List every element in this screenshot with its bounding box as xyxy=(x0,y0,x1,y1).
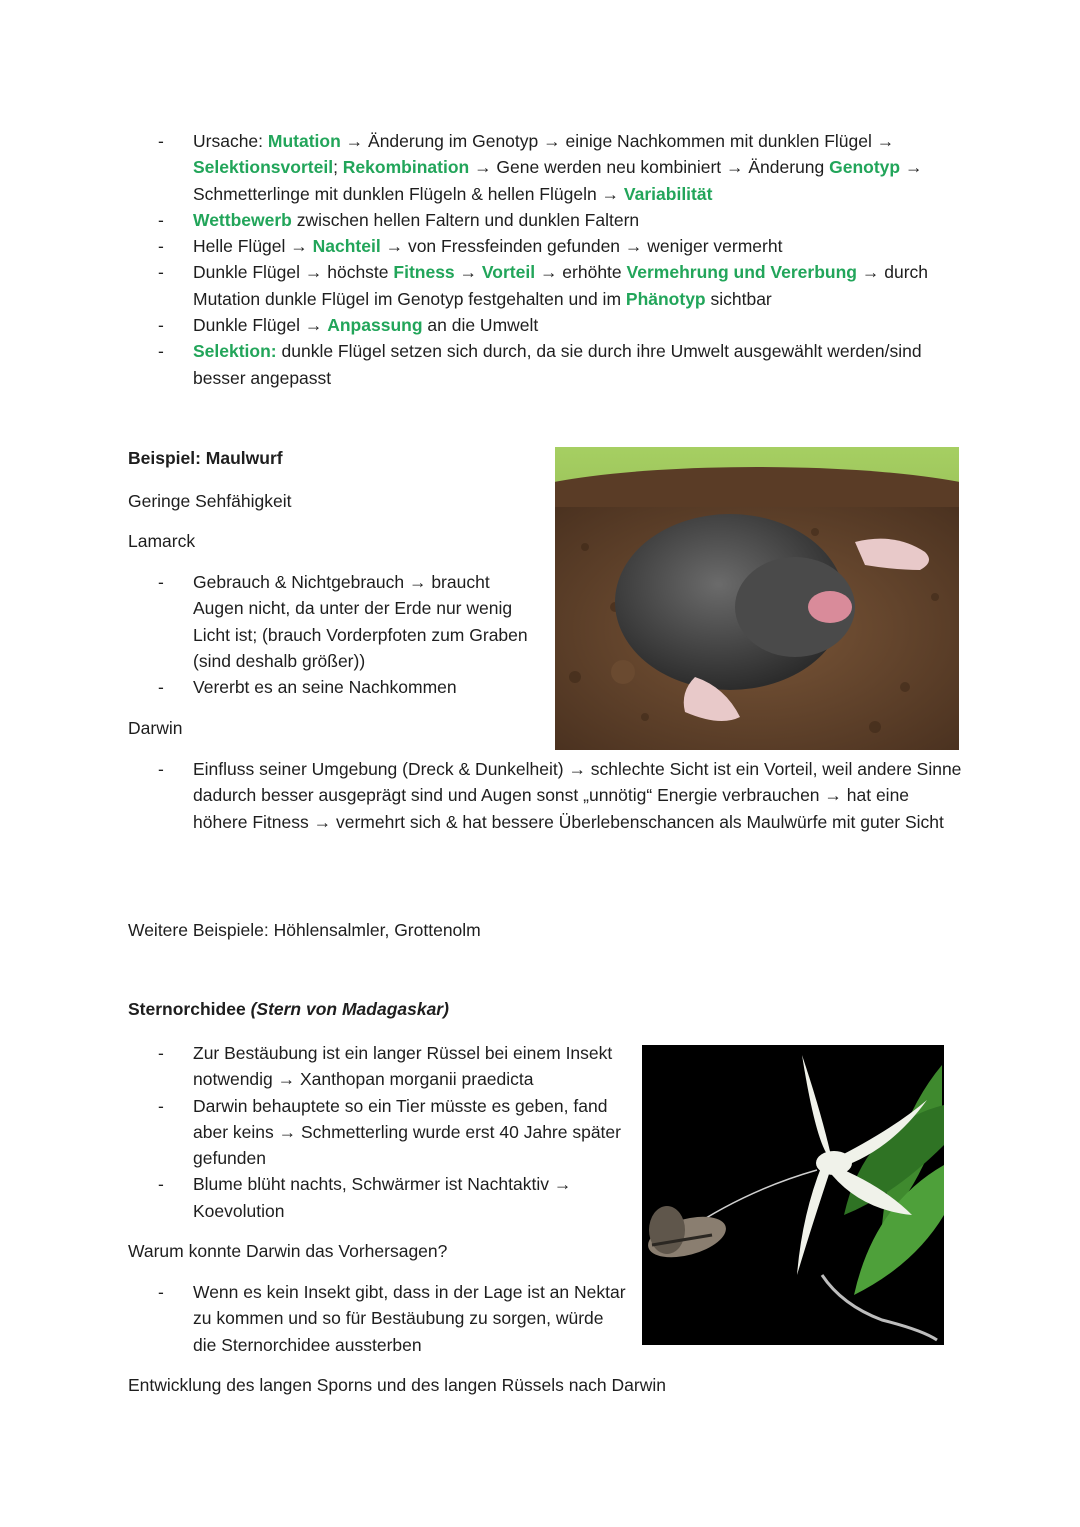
orchid-heading xyxy=(128,999,449,1020)
highlight-term: Rekombination xyxy=(342,157,470,178)
text-span: → xyxy=(454,262,482,283)
orchid-heading-bold: Sternorchidee xyxy=(128,999,246,1019)
text-span: Dunkle Flügel → xyxy=(193,315,328,336)
text-span: zwischen hellen Faltern und dunklen Faltern xyxy=(291,209,640,230)
text-span: an die Umwelt xyxy=(422,315,539,336)
orchid-with-hawkmoth-photo xyxy=(642,1045,944,1345)
highlight-term: Genotyp xyxy=(829,157,901,178)
highlight-term: Variabilität xyxy=(623,183,713,204)
mole-trait: Geringe Sehfähigkeit xyxy=(128,491,292,511)
mole-heading: Beispiel: Maulwurf xyxy=(128,448,283,468)
text-span: Ursache: xyxy=(193,131,268,151)
orchid-bullet-list xyxy=(128,1040,628,1224)
list-item: - Einfluss seiner Umgebung (Dreck & Dunkelheit) → schlechte Sicht ist ein Vorteil, weil andere Sinne dadurch besser ausgeprägt sind und Augen sonst „unnötig“ Energie verbrauchen → hat eine höhere Fitness → vermehrt sich & hat bessere Überlebenschancen als Maulwürfe mit guter Sicht xyxy=(128,756,963,835)
highlight-term: Wettbewerb xyxy=(193,209,292,230)
list-item: - Gebrauch & Nichtgebrauch → braucht Augen nicht, da unter der Erde nur wenig Licht ist; (brauch Vorderpfoten zum Graben (sind deshalb größer)) xyxy=(128,569,538,674)
list-item: - Darwin behauptete so ein Tier müsste es geben, fand aber keins → Schmetterling wurde erst 40 Jahre später gefunden xyxy=(128,1093,628,1172)
list-item xyxy=(128,259,958,312)
text-span: ; xyxy=(333,157,343,178)
highlight-term: Vorteil xyxy=(481,262,536,283)
list-item: - Zur Bestäubung ist ein langer Rüssel bei einem Insekt notwendig → Xanthopan morganii praedicta xyxy=(128,1040,628,1093)
orchid-footer: Entwicklung des langen Sporns und des langen Rüssels nach Darwin xyxy=(128,1375,666,1395)
text-span: → erhöhte xyxy=(535,262,627,283)
list-item xyxy=(128,128,958,207)
moth-bullet-list xyxy=(128,128,958,391)
highlight-term: Nachteil xyxy=(312,236,381,257)
highlight-term: Fitness xyxy=(393,262,455,283)
list-item xyxy=(128,312,958,338)
more-examples: Weitere Beispiele: Höhlensalmler, Grottenolm xyxy=(128,920,481,940)
highlight-term: Selektionsvorteil xyxy=(193,157,334,178)
list-item: - Blume blüht nachts, Schwärmer ist Nachtaktiv → Koevolution xyxy=(128,1171,628,1224)
darwin-bullet-list xyxy=(128,756,963,835)
highlight-term: Phänotyp xyxy=(625,288,706,309)
answer-bullet-list xyxy=(128,1279,628,1358)
highlight-term: Mutation xyxy=(267,131,341,151)
darwin-question: Warum konnte Darwin das Vorhersagen? xyxy=(128,1241,448,1261)
highlight-term: Selektion: xyxy=(193,341,277,362)
text-span: Helle Flügel → xyxy=(193,236,313,257)
text-span: → Gene werden neu kombiniert → Änderung xyxy=(469,157,830,178)
lamarck-label: Lamarck xyxy=(128,531,196,551)
text-span: dunkle Flügel setzen sich durch, da sie durch ihre Umwelt ausgewählt werden/sind besser angepasst xyxy=(193,341,922,388)
list-item: - Vererbt es an seine Nachkommen xyxy=(128,674,538,700)
list-item xyxy=(128,207,958,233)
list-item xyxy=(128,338,958,391)
text-span: sichtbar xyxy=(705,288,772,309)
text-span: → von Fressfeinden gefunden → weniger vermerht xyxy=(380,236,783,257)
text-span: → Änderung im Genotyp → einige Nachkommen mit dunklen Flügel → xyxy=(340,131,895,151)
list-item xyxy=(128,233,958,259)
orchid-heading-italic: (Stern von Madagaskar) xyxy=(250,999,449,1019)
highlight-term: Anpassung xyxy=(327,315,423,336)
text-span: → durch Mutation dunkle Flügel im Genotyp festgehalten und im xyxy=(193,262,928,309)
lamarck-bullet-list xyxy=(128,569,538,700)
highlight-term: Vermehrung und Vererbung xyxy=(626,262,857,283)
text-span: → Schmetterlinge mit dunklen Flügeln & hellen Flügeln → xyxy=(193,157,923,204)
darwin-label: Darwin xyxy=(128,718,183,738)
text-span: Dunkle Flügel → höchste xyxy=(193,262,394,283)
mole-photo xyxy=(555,447,959,750)
list-item: - Wenn es kein Insekt gibt, dass in der Lage ist an Nektar zu kommen und so für Bestäubung zu sorgen, würde die Sternorchidee aussterben xyxy=(128,1279,628,1358)
